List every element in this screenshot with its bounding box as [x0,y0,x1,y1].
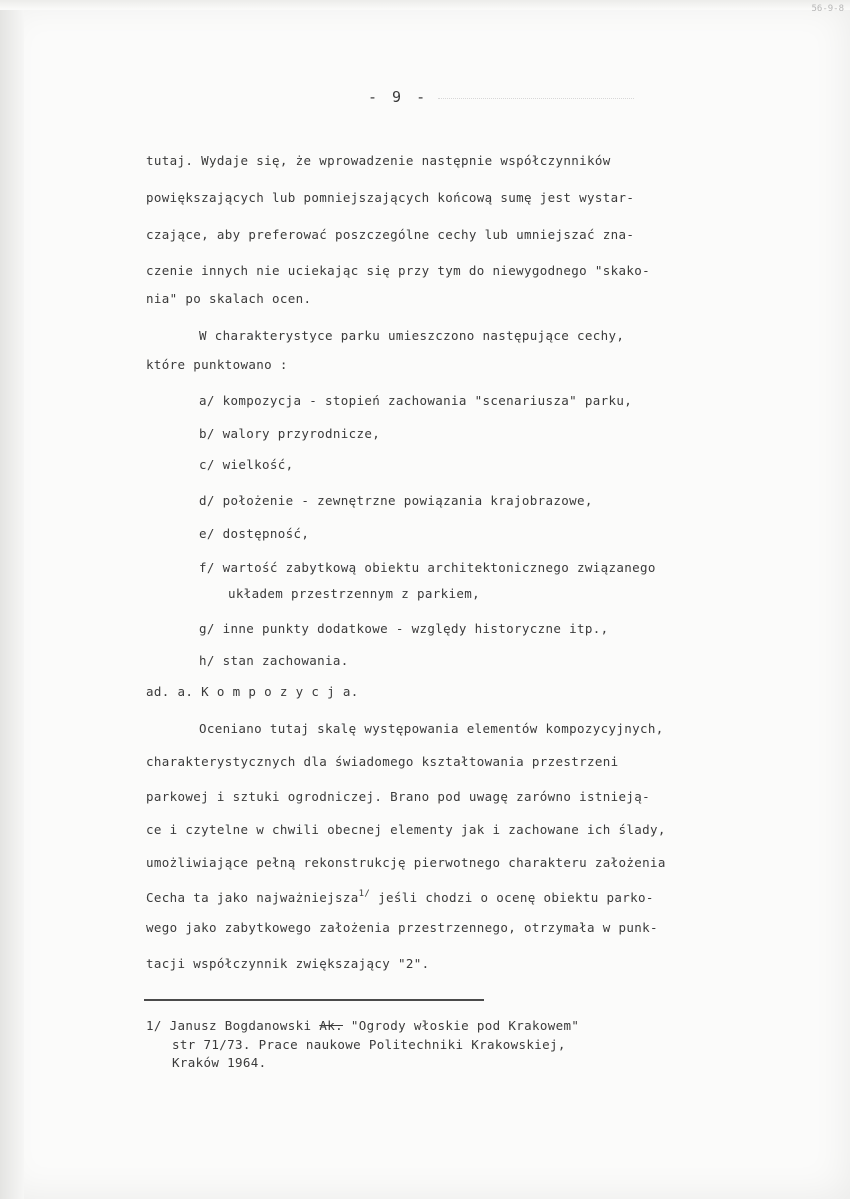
body-line: nia" po skalach ocen. [146,291,312,306]
footnote-marker: 1/ [146,1018,162,1033]
footnote-author: Janusz Bogdanowski [169,1018,312,1033]
archive-marker: 56-9-8 [811,4,844,14]
scan-edge-shadow [0,0,24,1199]
list-item: d/ położenie - zewnętrzne powiązania krajobrazowe, [199,493,593,508]
footnote [146,1017,579,1035]
body-line: powiększających lub pomniejszających końcową sumę jest wystar- [146,190,635,205]
body-line-text: jeśli chodzi o ocenę obiektu parko- [378,890,654,905]
footnote-title: "Ogrody włoskie pod Krakowem" [350,1018,580,1033]
footnote-line: str 71/73. Prace naukowe Politechniki Krakowskiej, [172,1037,566,1052]
footnote-line: Kraków 1964. [172,1055,267,1070]
body-line: wego jako zabytkowego założenia przestrzennego, otrzymała w punk- [146,920,658,935]
body-line: ce i czytelne w chwili obecnej elementy jak i zachowane ich ślady, [146,822,666,837]
scan-top-shadow [0,0,850,10]
footnote-reference: 1/ [358,889,371,899]
list-item: g/ inne punkty dodatkowe - względy historyczne itp., [199,621,609,636]
page-number: - 9 - [368,88,429,106]
body-line-text: Cecha ta jako najważniejsza [146,890,359,905]
list-item: a/ kompozycja - stopień zachowania "scenariusza" parku, [199,393,633,408]
body-line: umożliwiające pełną rekonstrukcję pierwotnego charakteru założenia [146,855,666,870]
body-line: tacji współczynnik zwiększający "2". [146,956,430,971]
body-line: czające, aby preferować poszczególne cechy lub umniejszać zna- [146,227,635,242]
list-item: c/ wielkość, [199,457,294,472]
list-item: h/ stan zachowania. [199,653,349,668]
body-line [146,885,654,907]
faint-stamp [438,98,634,105]
body-line: parkowej i sztuki ogrodniczej. Brano pod uwagę zarówno istnieją- [146,789,651,804]
body-line: W charakterystyce parku umieszczono następujące cechy, [199,328,625,343]
list-item-continuation: układem przestrzennym z parkiem, [228,586,481,601]
body-line: charakterystycznych dla świadomego kształtowania przestrzeni [146,754,619,769]
struck-text: Ak. [319,1018,343,1033]
body-line: Oceniano tutaj skalę występowania elementów kompozycyjnych, [199,721,664,736]
body-line: które punktowano : [146,357,288,372]
list-item: e/ dostępność, [199,526,310,541]
footnote-separator [144,999,484,1001]
body-line: czenie innych nie uciekając się przy tym do niewygodnego "skako- [146,263,651,278]
list-item: b/ walory przyrodnicze, [199,426,381,441]
section-heading: ad. a. K o m p o z y c j a. [146,684,359,699]
body-line: tutaj. Wydaje się, że wprowadzenie następnie współczynników [146,153,611,168]
list-item: f/ wartość zabytkową obiektu architektonicznego związanego [199,560,656,575]
